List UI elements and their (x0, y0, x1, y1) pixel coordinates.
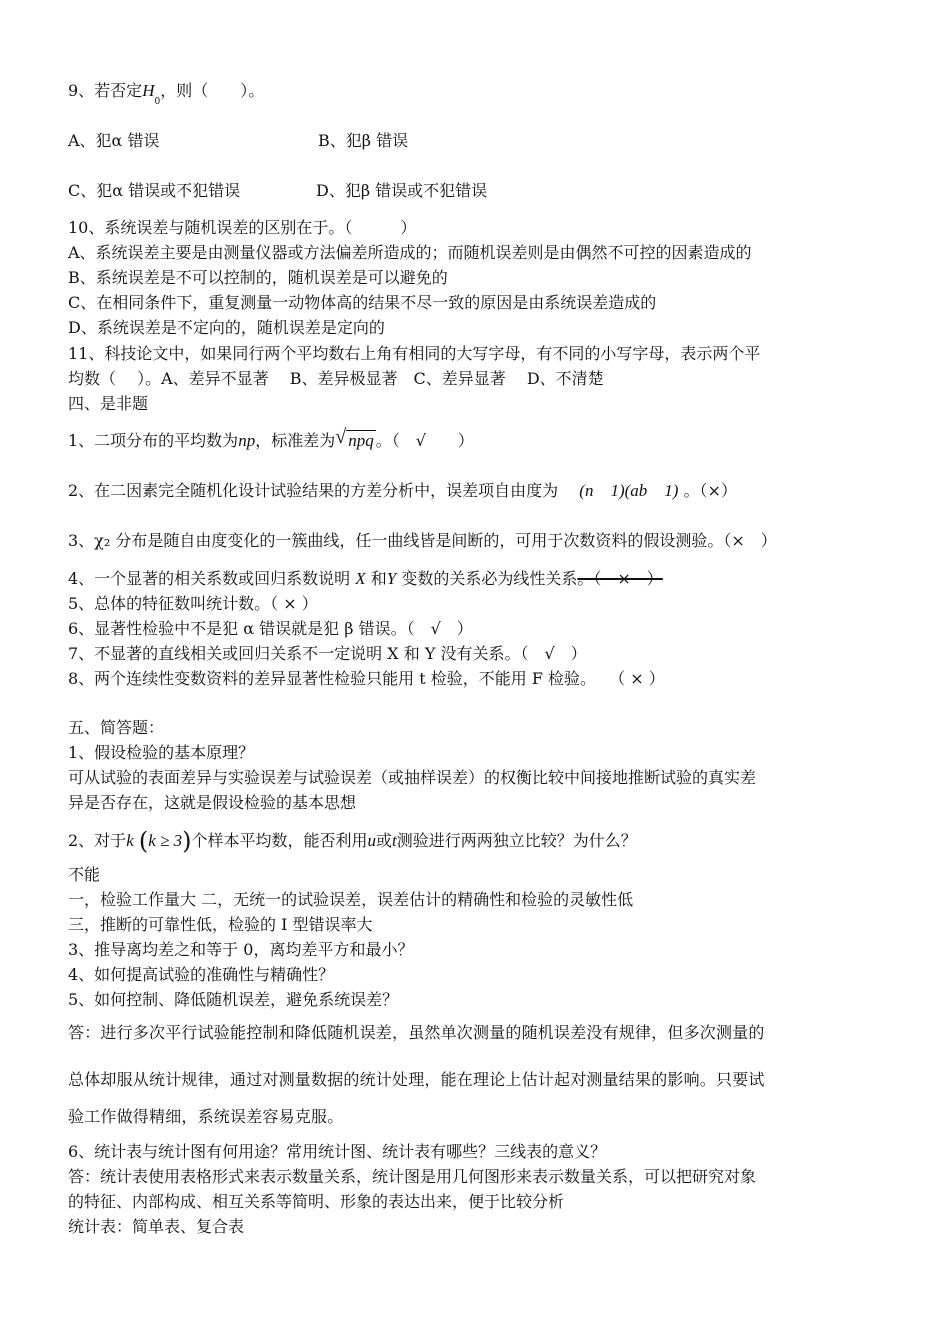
sa-question-1: 1、假设检验的基本原理？ (68, 743, 255, 762)
q9-stem-text: 9、若否定 (68, 81, 143, 100)
sa-question-5: 5、如何控制、降低随机误差，避免系统误差？ (68, 990, 399, 1009)
y-symbol: Y (386, 569, 397, 588)
q11-line-2: 均数（ ）。A、差异不显著 B、差异极显著 C、差异显著 D、不清楚 (68, 369, 604, 388)
tf-item-4-text: 4、一个显著的相关系数或回归系数说明 (68, 569, 351, 588)
sa-answer-5-line-2: 总体却服从统计规律，通过对测量数据的统计处理，能在理论上估计起对测量结果的影响。只要试 (68, 1070, 765, 1089)
sa-question-2-text-c: 测验进行两两独立比较？为什么？ (396, 831, 637, 850)
sa-answer-6-line-1: 答：统计表使用表格形式来表示数量关系，统计图是用几何图形来表示数量关系，可以把研究对象 (68, 1167, 757, 1186)
h-subscript: 0 (154, 97, 161, 107)
sa-answer-5-line-3: 验工作做得精细，系统误差容易克服。 (68, 1107, 344, 1126)
tf-item-4-answer: 。（ × ） (577, 569, 663, 588)
tf-item-1-answer: 。（ √ ） (375, 431, 474, 450)
tf-item-7: 7、不显著的直线相关或回归关系不一定说明 X 和 Y 没有关系。（ √ ） (68, 644, 587, 663)
q11-line-1: 11、科技论文中，如果同行两个平均数右上角有相同的大写字母，有不同的小写字母，表示两个平 (68, 344, 761, 363)
q9-option-b: B、犯β 错误 (318, 131, 409, 150)
section-5-title: 五、简答题： (68, 718, 165, 737)
q10-option-a: A、系统误差主要是由测量仪器或方法偏差所造成的；而随机误差则是由偶然不可控的因素造成的 (68, 243, 752, 262)
sa-answer-2-line-1: 不能 (68, 865, 101, 884)
sa-answer-5-line-1: 答：进行多次平行试验能控制和降低随机误差，虽然单次测量的随机误差没有规律，但多次测量的 (68, 1023, 765, 1042)
t-symbol: t (392, 831, 397, 850)
tf-item-4-text-b: 变数的关系必为线性关系 (401, 569, 578, 588)
sa-question-2-text-b: 个样本平均数，能否利用 (191, 831, 368, 850)
q10-stem: 10、系统误差与随机误差的区别在于。（ ） (68, 218, 417, 237)
h-symbol: H (142, 81, 155, 100)
q10-option-b: B、系统误差是不可以控制的，随机误差是可以避免的 (68, 268, 448, 287)
sa-question-3: 3、推导离均差之和等于 0，离均差平方和最小？ (68, 940, 414, 959)
df-formula: (n 1)(ab 1) (579, 481, 679, 500)
tf-item-1-text-b: ，标准差为 (255, 431, 336, 450)
sa-question-4: 4、如何提高试验的准确性与精确性？ (68, 965, 335, 984)
sa-answer-2-line-3: 三，推断的可靠性低，检验的 I 型错误率大 (68, 915, 373, 934)
section-4-title: 四、是非题 (68, 394, 149, 413)
q9-stem-tail: ，则（ ）。 (160, 81, 265, 100)
x-symbol: X (355, 569, 366, 588)
tf-item-1-text: 1、二项分布的平均数为 (68, 431, 239, 450)
tf-item-8: 8、两个连续性变数资料的差异显著性检验只能用 t 检验，不能用 F 检验。 （ × ） (68, 669, 665, 688)
q9-stem (68, 80, 264, 105)
q10-option-d: D、系统误差是不定向的，随机误差是定向的 (68, 318, 385, 337)
sa-answer-1-line-2: 异是否存在，这就是假设检验的基本思想 (68, 793, 357, 812)
k-symbol: k (126, 831, 134, 850)
u-symbol: u (367, 831, 376, 850)
tf-item-6: 6、显著性检验中不是犯 α 错误就是犯 β 错误。（ √ ） (68, 619, 473, 638)
tf-item-2-answer: 。（×） (683, 481, 737, 500)
q9-option-d: D、犯β 错误或不犯错误 (316, 181, 488, 200)
q9-option-c: C、犯α 错误或不犯错误 (68, 181, 241, 200)
tf-item-1 (68, 426, 474, 452)
sa-answer-1-line-1: 可从试验的表面差异与实验误差与试验误差（或抽样误差）的权衡比较中间接地推断试验的真实差 (68, 768, 757, 787)
sqrt-npq: √ npq (335, 426, 374, 450)
tf-item-2 (68, 480, 737, 502)
sa-question-2-or: 或 (375, 831, 392, 850)
tf-item-4-and: 和 (370, 569, 387, 588)
sa-question-2-text: 2、对于 (68, 831, 127, 850)
tf-item-5: 5、总体的特征数叫统计数。（ × ） (68, 594, 318, 613)
q9-option-a: A、犯α 错误 (68, 131, 160, 150)
k-condition: k ≥ 3 (148, 831, 183, 850)
sa-answer-6-line-2: 的特征、内部构成、相互关系等简明、形象的表达出来，便于比较分析 (68, 1192, 565, 1211)
tf-item-3: 3、χ₂ 分布是随自由度变化的一簇曲线，任一曲线皆是间断的，可用于次数资料的假设测验。（× ） (68, 531, 777, 550)
npq-symbol: npq (348, 431, 374, 450)
tf-item-2-text: 2、在二因素完全随机化设计试验结果的方差分析中，误差项自由度为 (68, 481, 559, 500)
tf-item-4 (68, 568, 663, 590)
np-symbol: np (238, 431, 256, 450)
sa-answer-6-line-3: 统计表：简单表、复合表 (68, 1217, 245, 1236)
q10-option-c: C、在相同条件下，重复测量一动物体高的结果不尽一致的原因是由系统误差造成的 (68, 293, 657, 312)
sa-question-6: 6、统计表与统计图有何用途？常用统计图、统计表有哪些？三线表的意义？ (68, 1142, 607, 1161)
sa-question-2: 2、对于k (k ≥ 3)个样本平均数，能否利用u或t测验进行两两独立比较？为什么？ (68, 827, 637, 855)
sa-answer-2-line-2: 一，检验工作量大 二，无统一的试验误差，误差估计的精确性和检验的灵敏性低 (68, 890, 634, 909)
